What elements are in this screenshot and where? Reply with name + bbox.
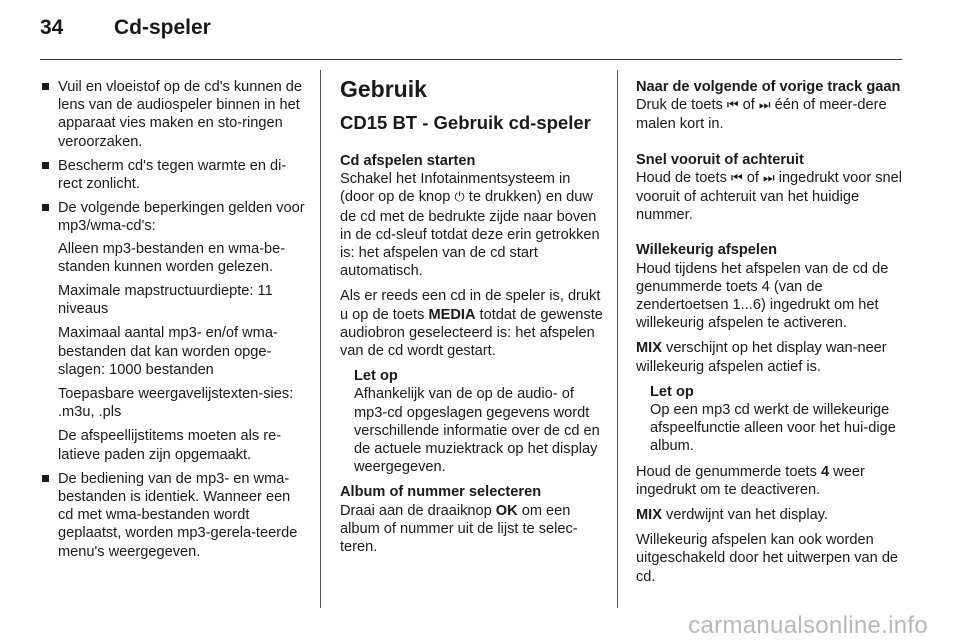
column-divider-2: [617, 70, 618, 608]
note-title: Let op: [650, 383, 694, 400]
bullet-text: Bescherm cd's tegen warmte en di-rect zonlicht.: [58, 157, 287, 193]
restriction-item: De afspeellijstitems moeten als re-latieve paden zijn opgemaakt.: [58, 428, 282, 463]
paragraph-fast-forward: Houd de toets ⏮ of ⏭ ingedrukt voor snel vooruit of achteruit van het huidige nummer.: [636, 169, 903, 224]
bullet-item: [40, 199, 306, 464]
mix-label: MIX: [636, 507, 662, 524]
heading-fast-forward: Snel vooruit of achteruit: [636, 151, 804, 168]
heading-select-album: Album of nummer selecteren: [340, 484, 542, 501]
paragraph-deactivate: Houd de genummerde toets 4 weer ingedrukt om te deactiveren.: [636, 463, 865, 498]
ok-key-label: OK: [495, 502, 518, 519]
bullet-list: [40, 78, 306, 561]
restriction-item: Maximaal aantal mp3- en/of wma-bestanden dat kan worden opge-slagen: 1000 bestanden: [58, 325, 278, 378]
column-3: [636, 78, 906, 593]
note-display-info: [354, 367, 606, 476]
note-text: Afhankelijk van de op de audio- of mp3-cd opgeslagen gegevens wordt verschillende informatie over de cd en de actuele muziektrack op het display weergegeven.: [354, 386, 600, 476]
previous-track-icon: ⏮: [726, 98, 739, 114]
column-2: [340, 76, 606, 563]
next-track-icon: ⏭: [758, 98, 771, 114]
paragraph-mix-off: MIX verdwijnt van het display.: [636, 507, 828, 524]
restriction-item: Toepasbare weergavelijstexten-sies: .m3u, .pls: [58, 386, 294, 421]
note-mp3-random: [650, 383, 906, 456]
paragraph-random-play: Houd tijdens het afspelen van de cd de genummerde toets 4 (van de zendertoetsen 1...6) ingedrukt om het willekeurig afspelen te activeren.: [636, 260, 889, 332]
bullet-item: [40, 78, 306, 151]
mix-label: MIX: [636, 340, 662, 357]
header-rule: [40, 59, 902, 60]
media-key-label: MEDIA: [428, 306, 476, 323]
note-text: Op een mp3 cd werkt de willekeurige afspeelfunctie alleen voor het hui-dige album.: [650, 402, 896, 455]
note-title: Let op: [354, 368, 398, 385]
paragraph-eject: Willekeurig afspelen kan ook worden uitgeschakeld door het uitwerpen van de cd.: [636, 532, 899, 585]
running-title: Cd-speler: [114, 16, 211, 39]
restrictions-list: [58, 240, 306, 464]
column-1: [40, 78, 306, 567]
previous-track-icon: ⏮: [730, 170, 743, 186]
key-4-label: 4: [820, 463, 830, 480]
bullet-text: Vuil en vloeistof op de cd's kunnen de lens van de audiospeler binnen in het apparaat vies maken en sto-ringen veroorzaken.: [58, 79, 303, 150]
column-divider-1: [320, 70, 321, 608]
power-icon: ⏻: [454, 190, 465, 206]
bullet-item: [40, 470, 306, 561]
section-title: Gebruik: [340, 76, 427, 102]
heading-next-previous-track: Naar de volgende of vorige track gaan: [636, 79, 901, 95]
restriction-item: Alleen mp3-bestanden en wma-be-standen kunnen worden gelezen.: [58, 240, 286, 275]
paragraph-media-key: Als er reeds een cd in de speler is, drukt u op de toets MEDIA totdat de gewenste audiobron geselecteerd is: het afspelen van de cd wordt gestart.: [340, 288, 603, 360]
paragraph-next-previous-track: Druk de toets ⏮ of ⏭ één of meer-dere malen kort in.: [636, 97, 887, 133]
page-number: 34: [40, 16, 64, 39]
paragraph-select-album: Draai aan de draaiknop OK om een album of nummer uit de lijst te selec-teren.: [340, 502, 578, 556]
heading-random-play: Willekeurig afspelen: [636, 242, 777, 259]
bullet-text: De volgende beperkingen gelden voor mp3/wma-cd's:: [58, 200, 305, 235]
subsection-title: CD15 BT - Gebruik cd-speler: [340, 112, 591, 133]
restriction-item: Maximale mapstructuurdiepte: 11 niveaus: [58, 283, 273, 318]
watermark-link[interactable]: carmanualsonline.info: [688, 612, 928, 639]
bullet-item: [40, 157, 306, 193]
paragraph-mix-on: MIX verschijnt op het display wan-neer willekeurig afspelen actief is.: [636, 340, 887, 375]
bullet-text: De bediening van de mp3- en wma-bestanden is identiek. Wanneer een cd met wma-bestanden wordt geplaatst, worden mp3-gerela-teerde menu's weergegeven.: [58, 470, 298, 560]
next-track-icon: ⏭: [762, 170, 775, 186]
paragraph-start-playback: Schakel het Infotainmentsysteem in (door op de knop ⏻ te drukken) en duw de cd met de bedrukte zijde naar boven in de cd-sleuf totdat deze erin getrokken is: het afspelen van de cd start automatisch.: [340, 171, 600, 280]
heading-start-playback: Cd afspelen starten: [340, 153, 476, 169]
